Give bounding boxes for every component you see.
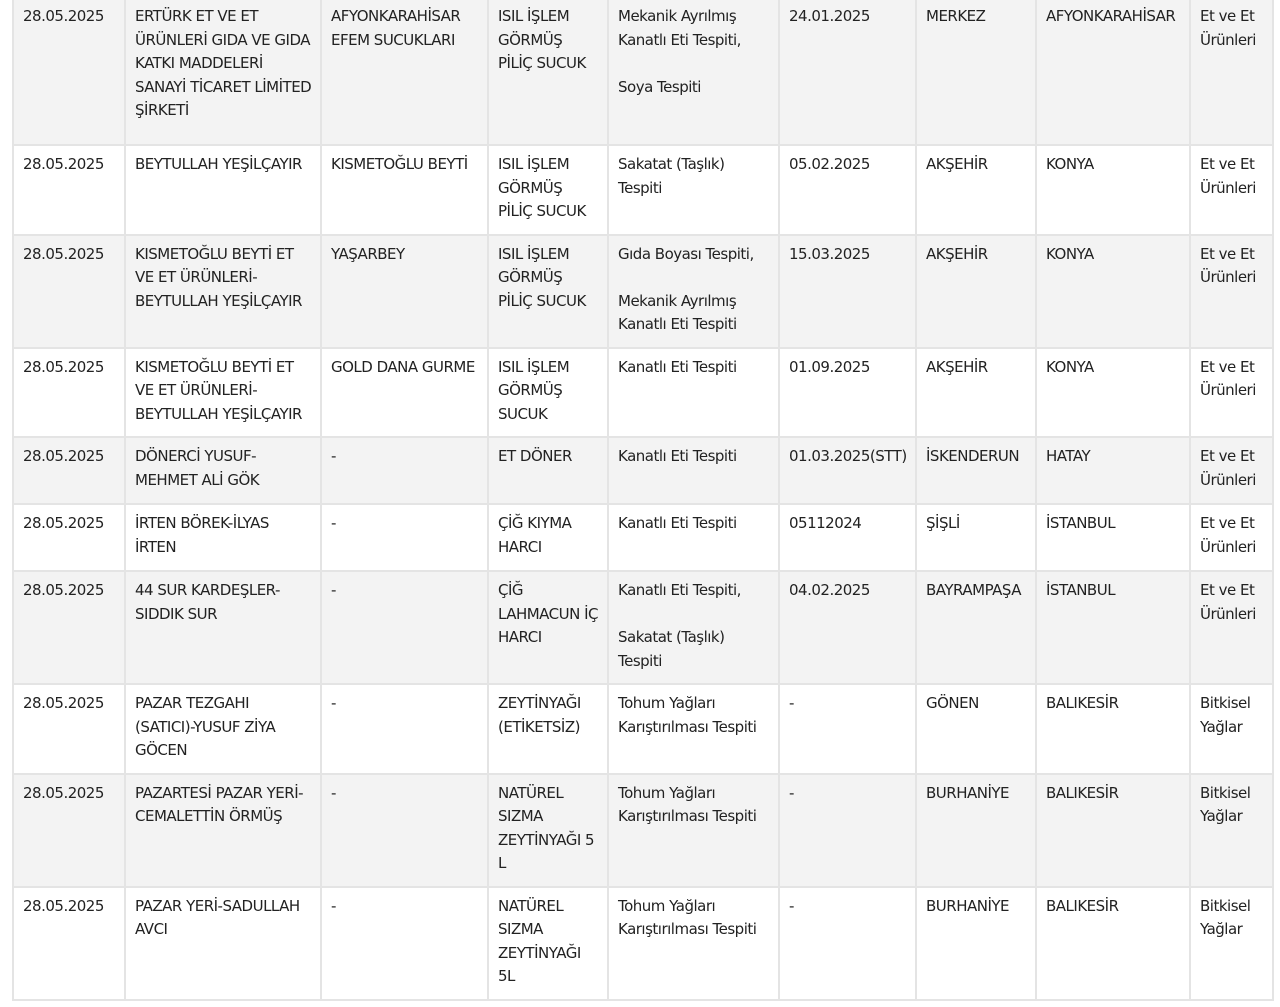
finding-cell — [608, 571, 779, 684]
company-cell: 44 SUR KARDEŞLER-SIDDIK SUR — [125, 571, 321, 684]
province-cell: BALIKESİR — [1036, 684, 1190, 774]
finding-line: Tohum Yağları Karıştırılması Tespiti — [618, 783, 757, 825]
company-cell: ERTÜRK ET VE ET ÜRÜNLERİ GIDA VE GIDA KATKI MADDELERİ SANAYİ TİCARET LİMİTED ŞİRKETİ — [125, 0, 321, 145]
date-cell: 28.05.2025 — [13, 145, 125, 235]
brand-cell: AFYONKARAHİSAR EFEM SUCUKLARI — [321, 0, 488, 145]
finding-cell — [608, 504, 779, 571]
province-cell: KONYA — [1036, 348, 1190, 438]
table-row — [13, 887, 1273, 1000]
province-cell: BALIKESİR — [1036, 774, 1190, 887]
group-cell: Bitkisel Yağlar — [1190, 684, 1273, 774]
table-row — [13, 684, 1273, 774]
date-cell: 28.05.2025 — [13, 348, 125, 438]
finding-line: Gıda Boyası Tespiti, — [618, 244, 754, 263]
finding-cell — [608, 774, 779, 887]
table-row — [13, 504, 1273, 571]
date-cell: 28.05.2025 — [13, 571, 125, 684]
brand-cell: - — [321, 887, 488, 1000]
company-cell: İRTEN BÖREK-İLYAS İRTEN — [125, 504, 321, 571]
finding-line: Kanatlı Eti Tespiti, — [618, 581, 741, 599]
batch-cell: - — [779, 887, 916, 1000]
brand-cell: - — [321, 571, 488, 684]
product-cell: ISIL İŞLEM GÖRMÜŞ PİLİÇ SUCUK — [488, 145, 608, 235]
brand-cell: YAŞARBEY — [321, 235, 488, 348]
company-cell: DÖNERCİ YUSUF-MEHMET ALİ GÖK — [125, 437, 321, 504]
group-cell: Bitkisel Yağlar — [1190, 887, 1273, 1000]
group-cell: Et ve Et Ürünleri — [1190, 437, 1273, 504]
batch-cell: 01.03.2025(STT) — [779, 437, 916, 504]
brand-cell: KISMETOĞLU BEYTİ — [321, 145, 488, 235]
finding-cell — [608, 887, 779, 1000]
district-cell: MERKEZ — [916, 0, 1036, 145]
table-row — [13, 235, 1273, 348]
date-cell: 28.05.2025 — [13, 0, 125, 145]
company-cell: PAZAR TEZGAHI (SATICI)-YUSUF ZİYA GÖCEN — [125, 684, 321, 774]
finding-line: Kanatlı Eti Tespiti — [618, 357, 737, 376]
finding-line: Tohum Yağları Karıştırılması Tespiti — [618, 694, 757, 736]
finding-cell — [608, 235, 779, 348]
batch-cell: 15.03.2025 — [779, 235, 916, 348]
finding-line: Kanatlı Eti Tespiti — [618, 514, 737, 532]
brand-cell: - — [321, 774, 488, 887]
district-cell: BURHANİYE — [916, 774, 1036, 887]
brand-cell: - — [321, 437, 488, 504]
batch-cell: 05112024 — [779, 504, 916, 571]
finding-line: Mekanik Ayrılmış Kanatlı Eti Tespiti, — [618, 7, 741, 49]
product-cell: ISIL İŞLEM GÖRMÜŞ PİLİÇ SUCUK — [488, 235, 608, 348]
company-cell: PAZARTESİ PAZAR YERİ-CEMALETTİN ÖRMÜŞ — [125, 774, 321, 887]
province-cell: KONYA — [1036, 235, 1190, 348]
district-cell: ŞİŞLİ — [916, 504, 1036, 571]
product-cell: ÇİĞ KIYMA HARCI — [488, 504, 608, 571]
district-cell: İSKENDERUN — [916, 437, 1036, 504]
table-row — [13, 571, 1273, 684]
finding-cell — [608, 437, 779, 504]
date-cell: 28.05.2025 — [13, 887, 125, 1000]
group-cell: Et ve Et Ürünleri — [1190, 235, 1273, 348]
company-cell: BEYTULLAH YEŞİLÇAYIR — [125, 145, 321, 235]
date-cell: 28.05.2025 — [13, 774, 125, 887]
brand-cell: GOLD DANA GURME — [321, 348, 488, 438]
finding-line: Tohum Yağları Karıştırılması Tespiti — [618, 896, 757, 938]
province-cell: İSTANBUL — [1036, 571, 1190, 684]
finding-line: Mekanik Ayrılmış Kanatlı Eti Tespiti — [618, 291, 737, 333]
district-cell: AKŞEHİR — [916, 348, 1036, 438]
finding-cell — [608, 348, 779, 438]
table-row — [13, 348, 1273, 438]
province-cell: HATAY — [1036, 437, 1190, 504]
table-row — [13, 437, 1273, 504]
finding-line: Sakatat (Taşlık) Tespiti — [618, 155, 725, 197]
district-cell: BAYRAMPAŞA — [916, 571, 1036, 684]
batch-cell: 01.09.2025 — [779, 348, 916, 438]
table-row — [13, 0, 1273, 145]
date-cell: 28.05.2025 — [13, 684, 125, 774]
group-cell: Bitkisel Yağlar — [1190, 774, 1273, 887]
brand-cell: - — [321, 684, 488, 774]
batch-cell: 24.01.2025 — [779, 0, 916, 145]
finding-cell — [608, 684, 779, 774]
product-cell: ÇİĞ LAHMACUN İÇ HARCI — [488, 571, 608, 684]
province-cell: İSTANBUL — [1036, 504, 1190, 571]
product-cell: ET DÖNER — [488, 437, 608, 504]
product-cell: NATÜREL SIZMA ZEYTİNYAĞI 5 L — [488, 774, 608, 887]
product-cell: NATÜREL SIZMA ZEYTİNYAĞI 5L — [488, 887, 608, 1000]
province-cell: KONYA — [1036, 145, 1190, 235]
finding-line: Kanatlı Eti Tespiti — [618, 447, 737, 465]
company-cell: KISMETOĞLU BEYTİ ET VE ET ÜRÜNLERİ-BEYTULLAH YEŞİLÇAYIR — [125, 348, 321, 438]
product-cell: ISIL İŞLEM GÖRMÜŞ SUCUK — [488, 348, 608, 438]
company-cell: PAZAR YERİ-SADULLAH AVCI — [125, 887, 321, 1000]
group-cell: Et ve Et Ürünleri — [1190, 0, 1273, 145]
province-cell: BALIKESİR — [1036, 887, 1190, 1000]
district-cell: GÖNEN — [916, 684, 1036, 774]
district-cell: BURHANİYE — [916, 887, 1036, 1000]
group-cell: Et ve Et Ürünleri — [1190, 348, 1273, 438]
group-cell: Et ve Et Ürünleri — [1190, 145, 1273, 235]
results-table — [12, 0, 1274, 1001]
district-cell: AKŞEHİR — [916, 235, 1036, 348]
date-cell: 28.05.2025 — [13, 235, 125, 348]
group-cell: Et ve Et Ürünleri — [1190, 504, 1273, 571]
company-cell: KISMETOĞLU BEYTİ ET VE ET ÜRÜNLERİ-BEYTULLAH YEŞİLÇAYIR — [125, 235, 321, 348]
finding-line: Sakatat (Taşlık) Tespiti — [618, 628, 725, 670]
batch-cell: 04.02.2025 — [779, 571, 916, 684]
table-row — [13, 774, 1273, 887]
date-cell: 28.05.2025 — [13, 504, 125, 571]
product-cell: ZEYTİNYAĞI (ETİKETSİZ) — [488, 684, 608, 774]
date-cell: 28.05.2025 — [13, 437, 125, 504]
district-cell: AKŞEHİR — [916, 145, 1036, 235]
product-cell: ISIL İŞLEM GÖRMÜŞ PİLİÇ SUCUK — [488, 0, 608, 145]
table-row — [13, 145, 1273, 235]
batch-cell: 05.02.2025 — [779, 145, 916, 235]
group-cell: Et ve Et Ürünleri — [1190, 571, 1273, 684]
batch-cell: - — [779, 684, 916, 774]
finding-cell — [608, 145, 779, 235]
province-cell: AFYONKARAHİSAR — [1036, 0, 1190, 145]
finding-cell — [608, 0, 779, 145]
batch-cell: - — [779, 774, 916, 887]
finding-line: Soya Tespiti — [618, 77, 701, 96]
brand-cell: - — [321, 504, 488, 571]
